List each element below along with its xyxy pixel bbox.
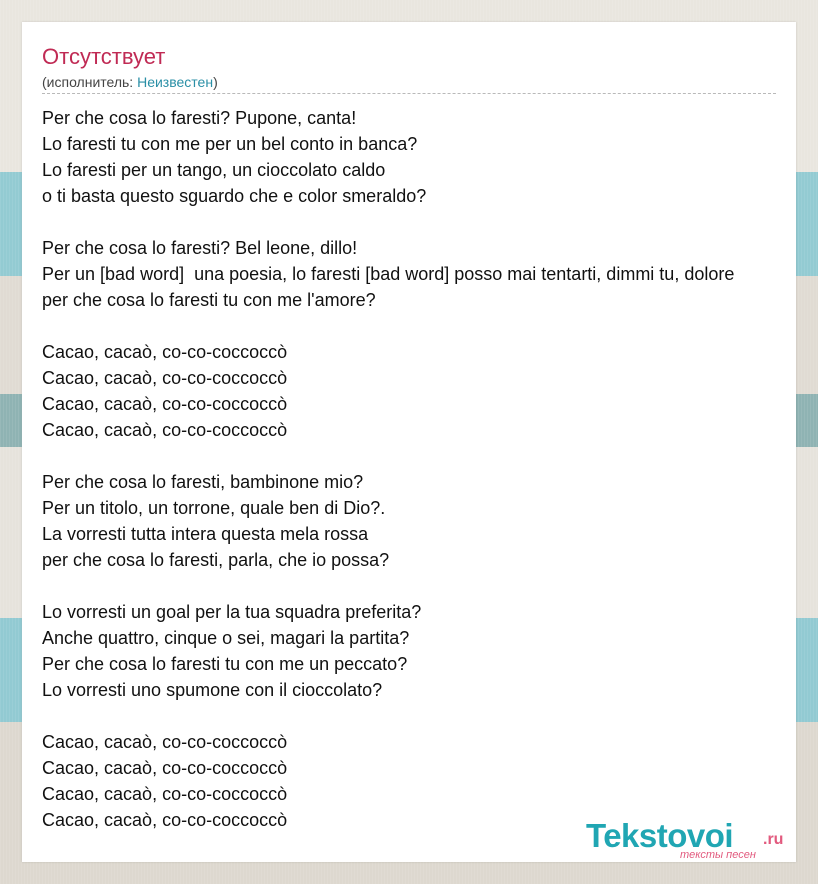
song-title: Отсутствует	[42, 44, 166, 69]
logo-tagline: тексты песен	[680, 849, 756, 861]
lyrics-line: Anche quattro, cinque o sei, magari la partita?	[42, 628, 410, 648]
lyrics-line: Per un [bad word] una poesia, lo faresti [bad word] posso mai tentarti, dimmi tu, dolore	[42, 264, 735, 284]
lyrics-line: Cacao, cacaò, co-co-coccoccò	[42, 810, 288, 830]
lyrics-line: Cacao, cacaò, co-co-coccoccò	[42, 342, 288, 362]
lyrics-line: La vorresti tutta intera questa mela rossa	[42, 524, 369, 544]
lyrics-line: Per che cosa lo faresti tu con me un peccato?	[42, 654, 408, 674]
lyrics-line: per che cosa lo faresti tu con me l'amore?	[42, 290, 376, 310]
artist-prefix: (исполнитель:	[42, 74, 138, 90]
lyrics-card	[22, 22, 796, 862]
lyrics-line: Lo faresti per un tango, un cioccolato caldo	[42, 160, 386, 180]
artist-line	[42, 73, 776, 94]
lyrics-line: Cacao, cacaò, co-co-coccoccò	[42, 394, 288, 414]
lyrics-line: Per che cosa lo faresti, bambinone mio?	[42, 472, 364, 492]
logo-domain: .ru	[763, 831, 784, 848]
artist-link[interactable]: Неизвестен	[137, 74, 214, 90]
lyrics-line: Per un titolo, un torrone, quale ben di Dio?.	[42, 498, 386, 518]
lyrics-line: Lo vorresti un goal per la tua squadra preferita?	[42, 602, 422, 622]
lyrics-line: Cacao, cacaò, co-co-coccoccò	[42, 758, 288, 778]
lyrics-text	[42, 105, 796, 833]
lyrics-line: Cacao, cacaò, co-co-coccoccò	[42, 732, 288, 752]
lyrics-line: Cacao, cacaò, co-co-coccoccò	[42, 420, 288, 440]
lyrics-line: Lo vorresti uno spumone con il cioccolato?	[42, 680, 383, 700]
lyrics-line: per che cosa lo faresti, parla, che io possa?	[42, 550, 390, 570]
lyrics-line: Per che cosa lo faresti? Bel leone, dillo!	[42, 238, 358, 258]
logo-brand: Tekstovoi	[586, 817, 734, 854]
lyrics-line: o ti basta questo sguardo che e color smeraldo?	[42, 186, 427, 206]
lyrics-line: Cacao, cacaò, co-co-coccoccò	[42, 784, 288, 804]
lyrics-line: Cacao, cacaò, co-co-coccoccò	[42, 368, 288, 388]
lyrics-line: Lo faresti tu con me per un bel conto in banca?	[42, 134, 418, 154]
site-logo[interactable]	[586, 817, 796, 862]
artist-suffix: )	[213, 74, 218, 90]
lyrics-line: Per che cosa lo faresti? Pupone, canta!	[42, 108, 357, 128]
